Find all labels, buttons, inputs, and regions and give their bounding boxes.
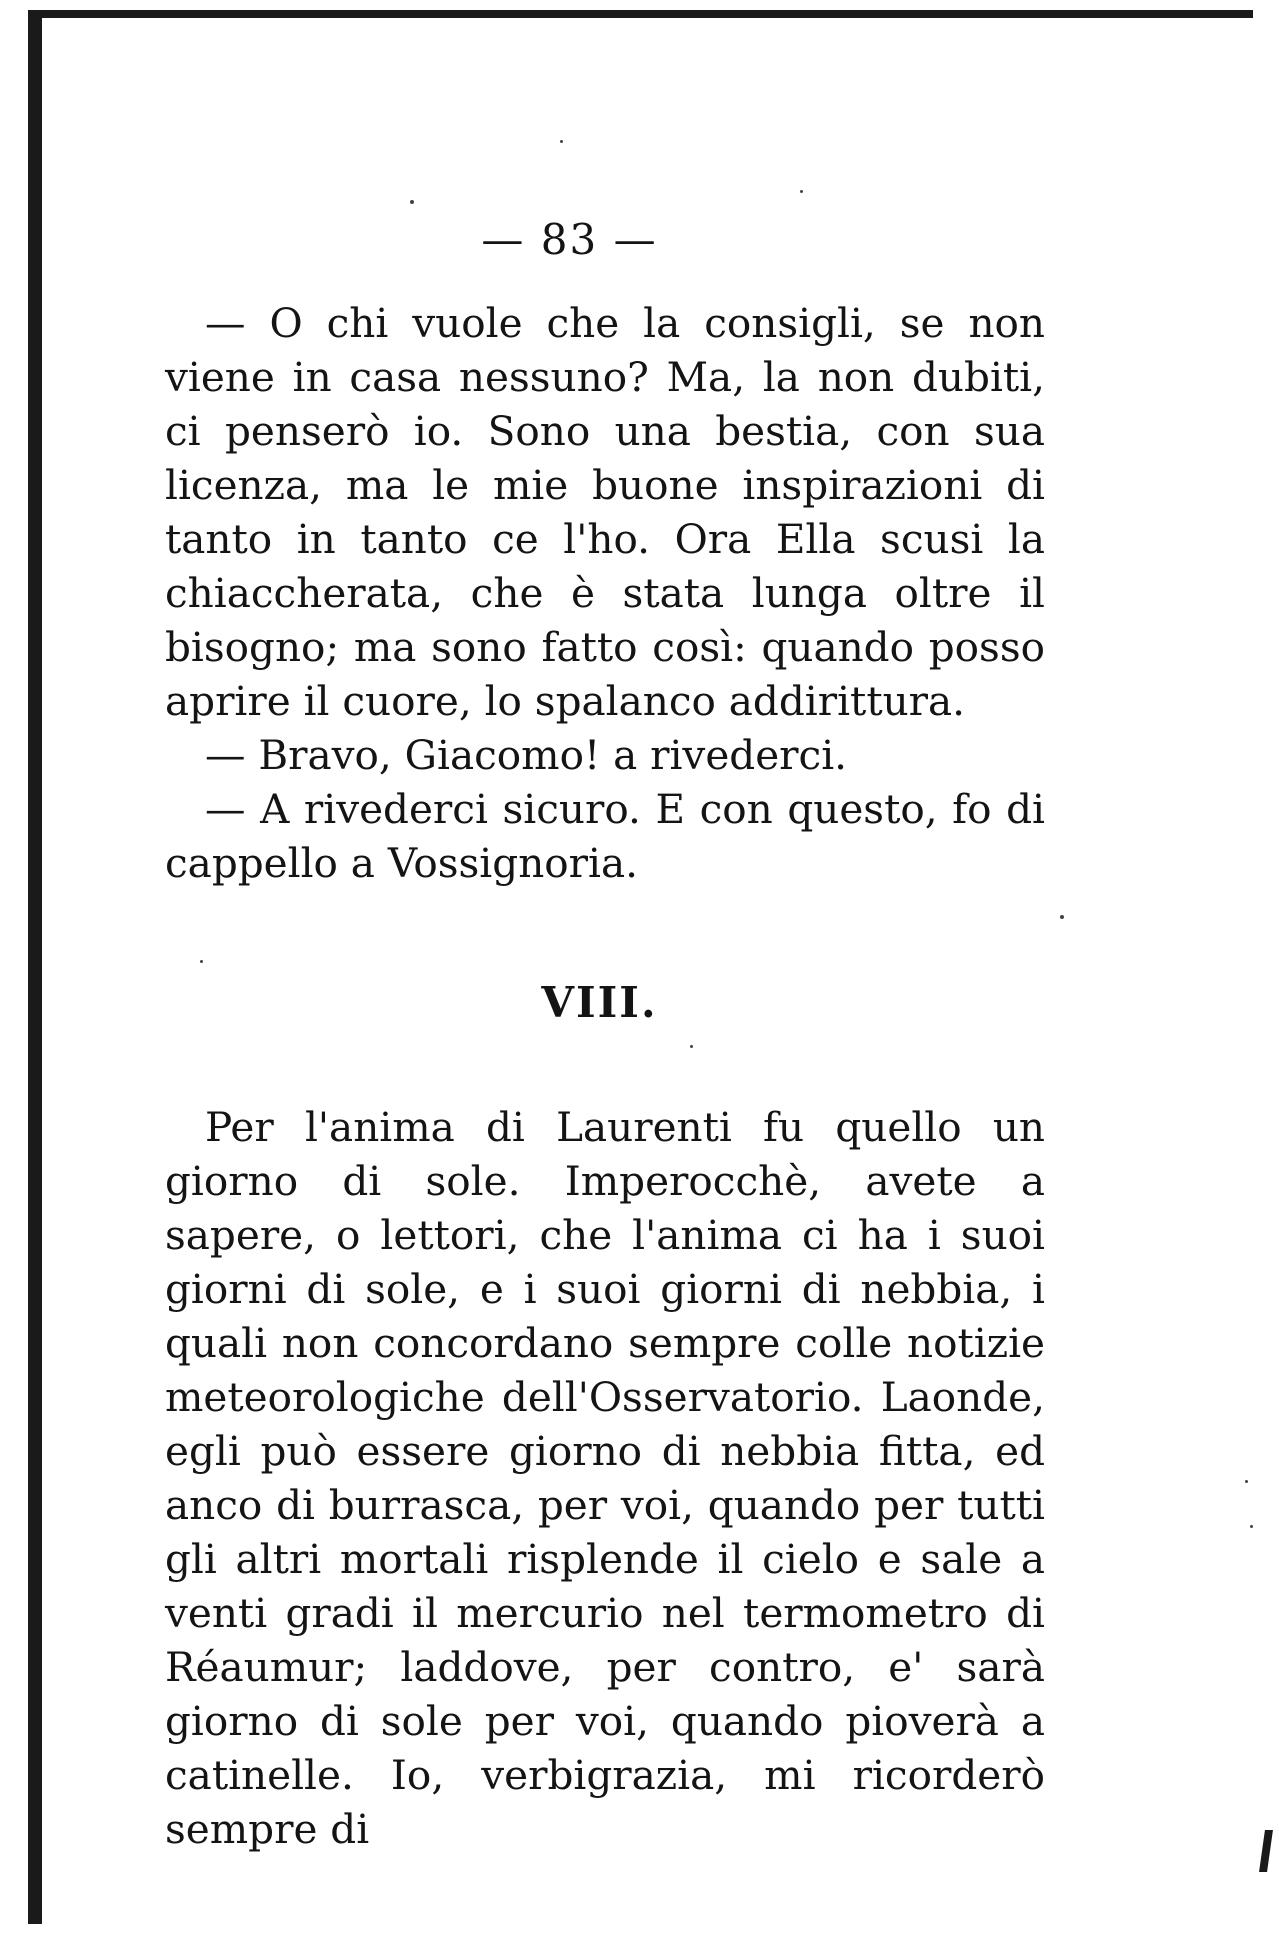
- scan-speck: [1245, 1480, 1248, 1483]
- scan-mark: [1259, 1830, 1273, 1872]
- body-paragraph: Per l'anima di Laurenti fu quello un giorno di sole. Imperocchè, avete a sapere, o lettori, che l'anima ci ha i suoi giorni di sole, e i suoi giorni di nebbia, i quali non concordano sempre colle notizie meteorologiche dell'Osservatorio. Laonde, egli può essere giorno di nebbia fitta, ed anco di burrasca, per voi, quando per tutti gli altri mortali risplende il cielo e sale a venti gradi il mercurio nel termometro di Réaumur; laddove, per contro, e' sarà giorno di sole per voi, quando pioverà a catinelle. Io, verbigrazia, mi ricorderò sempre di: [165, 1103, 1045, 1853]
- scan-speck: [200, 960, 203, 963]
- body-block: [165, 1100, 1045, 1856]
- page-number: — 83 —: [481, 215, 658, 264]
- dialogue-block: [165, 296, 1045, 890]
- scan-speck: [560, 140, 563, 143]
- scan-speck: [1060, 915, 1064, 919]
- scan-edge-left: [28, 14, 42, 1924]
- dialogue-paragraph: — Bravo, Giacomo! a rivederci.: [205, 731, 848, 779]
- scan-speck: [690, 1045, 693, 1048]
- scan-speck: [800, 190, 803, 193]
- section-heading: VIII.: [541, 978, 658, 1027]
- scan-edge-top: [28, 10, 1253, 18]
- scan-speck: [1250, 1525, 1253, 1528]
- scan-speck: [410, 200, 414, 204]
- dialogue-paragraph: — O chi vuole che la consigli, se non viene in casa nessuno? Ma, la non dubiti, ci penserò io. Sono una bestia, con sua licenza, ma le mie buone inspirazioni di tanto in tanto ce l'ho. Ora Ella scusi la chiaccherata, che è stata lunga oltre il bisogno; ma sono fatto così: quando posso aprire il cuore, lo spalanco addirittura.: [165, 299, 1045, 725]
- dialogue-paragraph: — A rivederci sicuro. E con questo, fo di cappello a Vossignoria.: [165, 785, 1045, 887]
